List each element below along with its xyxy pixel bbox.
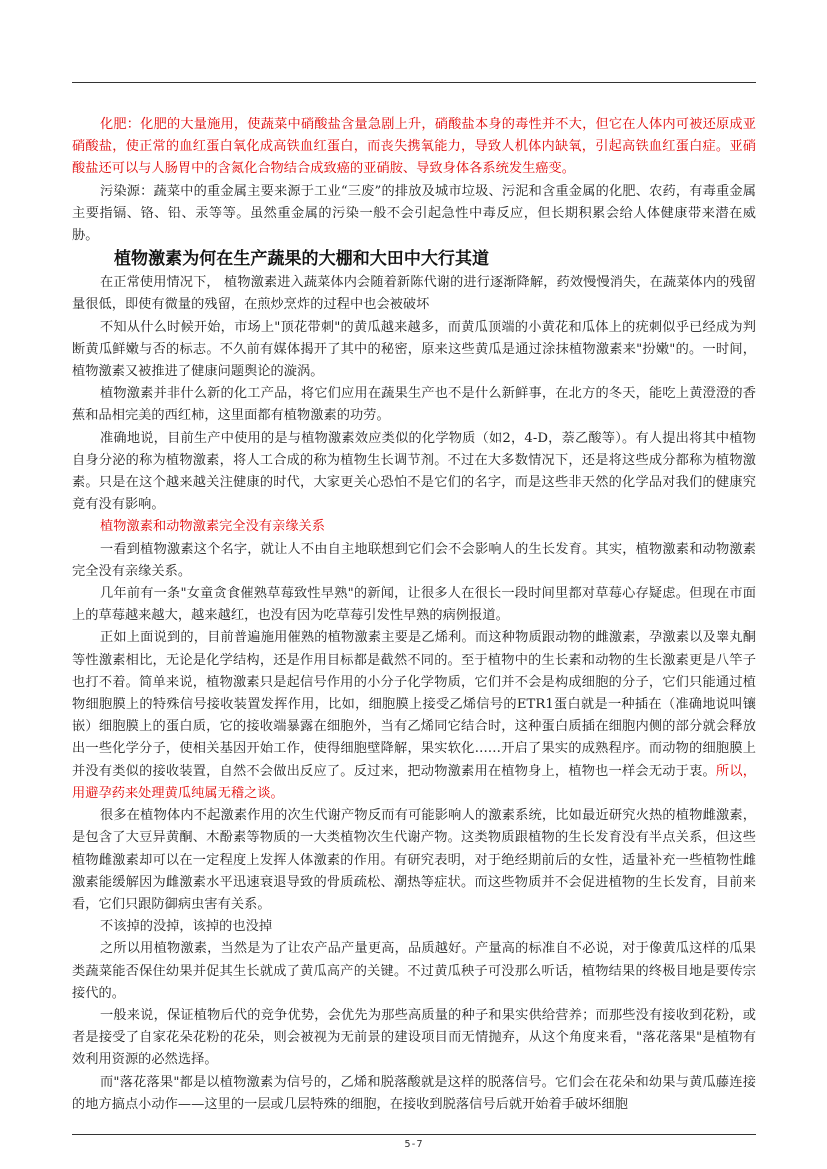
body-paragraph: 很多在植物体内不起激素作用的次生代谢产物反而有可能影响人的激素系统，比如最近研究火热的植物雌激素，是包含了大豆异黄酮、木酚素等物质的一大类植物次生代谢产物。这类物质跟植物的生长发育没有半点关系，但这些植物雌激素却可以在一定程度上发挥人体激素的作用。有研究表明，对于绝经期前后的女性，适量补充一些植物性雌激素能缓解因为雌激素水平迅速衰退导致的骨质疏松、潮热等症状。而这些物质并不会促进植物的生长发育，目前来看，它们只跟防御病虫害有关系。 (72, 808, 756, 912)
body-paragraph: 准确地说，目前生产中使用的是与植物激素效应类似的化学物质（如2，4-D，萘乙酸等）。有人提出将其中植物自身分泌的称为植物激素，将人工合成的称为植物生长调节剂。不过在大多数情况下，还是将这些成分都称为植物激素。只是在这个越来越关注健康的时代，大家更关心恐怕不是它们的名字，而是这些非天然的化学品对我们的健康究竟有没有影响。 (72, 430, 756, 513)
pollution-paragraph: 污染源：蔬菜中的重金属主要来源于工业“三废”的排放及城市垃圾、污泥和含重金属的化肥、农药，有毒重金属主要指镉、铬、铅、汞等等。虽然重金属的污染一般不会引起急性中毒反应，但长期积累会给人体健康带来潜在威胁。 (72, 183, 756, 244)
fertilizer-paragraph: 化肥：化肥的大量施用，使蔬菜中硝酸盐含量急剧上升，硝酸盐本身的毒性并不大，但它在人体内可被还原成亚硝酸盐，使正常的血红蛋白氧化成高铁血红蛋白，而丧失携氧能力，导致人机体内缺氧，引起高铁血红蛋白症。亚硝酸盐还可以与人肠胃中的含氮化合物结合成致癌的亚硝胺、导致身体各系统发生癌变。 (72, 117, 756, 177)
header-rule (72, 82, 756, 83)
body-paragraph: 一般来说，保证植物后代的竞争优势，会优先为那些高质量的种子和果实供给营养；而那些没有接收到花粉，或者是接受了自家花朵花粉的花朵，则会被视为无前景的建设项目而无情抛弃，从这个角度来看，"落花落果"是植物有效利用资源的必然选择。 (72, 1007, 756, 1068)
body-paragraph: 几年前有一条"女童贪食催熟草莓致性早熟"的新闻，让很多人在很长一段时间里都对草莓心存疑虑。但现在市面上的草莓越来越大，越来越红，也没有因为吃草莓引发性早熟的病例报道。 (72, 586, 756, 624)
body-paragraph: 在正常使用情况下， 植物激素进入蔬菜体内会随着新陈代谢的进行逐渐降解，药效慢慢消失，在蔬菜体内的残留量很低，即使有微量的残留，在煎炒烹炸的过程中也会被破坏 (72, 275, 756, 313)
subheading-hormone-relation: 植物激素和动物激素完全没有亲缘关系 (100, 519, 326, 535)
contraceptive-myth-note: 所以，用避孕药来处理黄瓜纯属无稽之谈。 (72, 763, 756, 801)
body-paragraph: 不知从什么时候开始，市场上"顶花带刺"的黄瓜越来越多，而黄瓜顶端的小黄花和瓜体上的疣刺似乎已经成为判断黄瓜鲜嫩与否的标志。不久前有媒体揭开了其中的秘密，原来这些黄瓜是通过涂抹植物激素来"扮嫩"的。一时间，植物激素又被推进了健康问题舆论的漩涡。 (72, 319, 756, 380)
section-heading: 植物激素为何在生产蔬果的大棚和大田中大行其道 (114, 249, 490, 270)
footer-rule (72, 1134, 756, 1135)
subheading-falling: 不该掉的没掉，该掉的也没掉 (100, 919, 273, 935)
document-body (72, 114, 756, 1116)
body-paragraph: 植物激素并非什么新的化工产品，将它们应用在蔬果生产也不是什么新鲜事，在北方的冬天，能吃上黄澄澄的香蕉和品相完美的西红柿，这里面都有植物激素的功劳。 (72, 386, 756, 424)
ethylene-explanation: 正如上面说到的，目前普遍施用催熟的植物激素主要是乙烯利。而这种物质跟动物的雌激素，孕激素以及睾丸酮等性激素相比，无论是化学结构，还是作用目标都是截然不同的。至于植物中的生长素和动物的生长激素更是八竿子也打不着。简单来说，植物激素只是起信号作用的小分子化学物质，它们并不会是构成细胞的分子，它们只能通过植物细胞膜上的特殊信号接收装置发挥作用，比如，细胞膜上接受乙烯信号的ETR1蛋白就是一种插在（准确地说叫镶嵌）细胞膜上的蛋白质，它的接收端暴露在细胞外，当有乙烯同它结合时，这种蛋白质插在细胞内侧的部分就会释放出一些化学分子，使相关基因开始工作，使得细胞壁降解，果实软化……开启了果实的成熟程序。而动物的细胞膜上并没有类似的接收装置，自然不会做出反应了。反过来，把动物激素用在植物身上，植物也一样会无动于衷。 (72, 630, 756, 779)
body-paragraph: 一看到植物激素这个名字，就让人不由自主地联想到它们会不会影响人的生长发育。其实，植物激素和动物激素完全没有亲缘关系。 (72, 541, 756, 579)
body-paragraph: 而"落花落果"都是以植物激素为信号的，乙烯和脱落酸就是这样的脱落信号。它们会在花朵和幼果与黄瓜藤连接的地方搞点小动作——这里的一层或几层特殊的细胞，在接收到脱落信号后就开始着手破坏细胞 (72, 1074, 756, 1112)
page-number: 5-7 (404, 1139, 423, 1150)
body-paragraph: 之所以用植物激素，当然是为了让农产品产量更高，品质越好。产量高的标准自不必说，对于像黄瓜这样的瓜果类蔬菜能否保住幼果并促其生长就成了黄瓜高产的关键。不过黄瓜秧子可没那么听话，植物结果的终极目地是要传宗接代的。 (72, 941, 756, 1001)
body-paragraph (72, 627, 756, 805)
